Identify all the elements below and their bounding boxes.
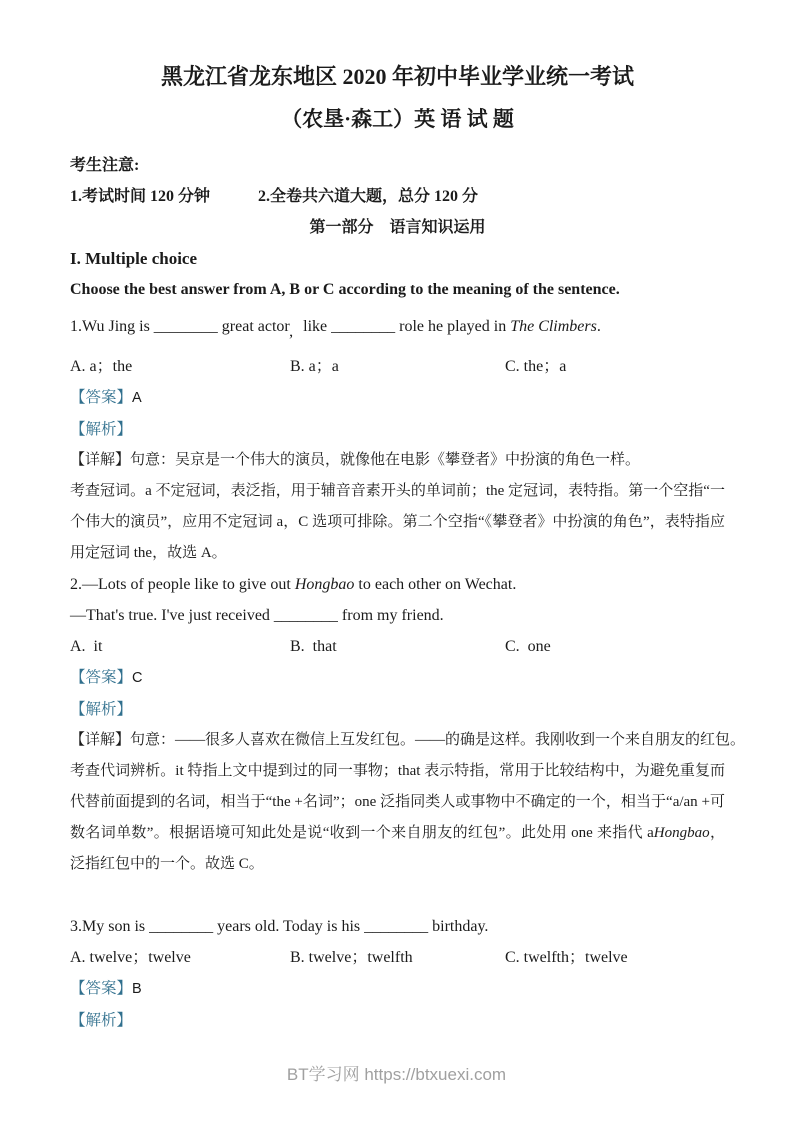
question-1-detail-sentence xyxy=(70,445,725,476)
question-2-analysis-line xyxy=(70,694,725,725)
section-heading-multiple-choice: I. Multiple choice xyxy=(70,249,198,268)
question-2-detail-sentence xyxy=(70,725,746,756)
notice-heading: 考生注意: xyxy=(70,157,140,174)
question-2-stem-line1 xyxy=(70,569,725,600)
answer-label: 【答案】 xyxy=(70,389,133,406)
question-3-option-c: C. twelfth；twelve xyxy=(505,949,628,966)
detail-label: 【详解】 xyxy=(70,732,131,748)
question-2-option-b: B. that xyxy=(290,638,337,655)
exam-document-body xyxy=(70,62,746,1036)
part-one-heading: 第一部分 语言知识运用 xyxy=(309,219,486,236)
analysis-label: 【解析】 xyxy=(70,1012,133,1029)
question-3-option-a: A. twelve；twelve xyxy=(70,949,191,966)
question-2-analysis-text: 考查代词辨析。it 特指上文中提到过的同一事物；that 表示特指，常用于比较结构中，为避免重复而代替前面提到的名词，相当于“the +名词”；one 泛指同类人或事物中不确定的一个，相当于“a/an +可数名词单数”。根据语境可知此处是说“收到一个来自朋友的红包”。此处用 one 来指代 a xyxy=(70,763,725,841)
question-1-option-a: A. a；the xyxy=(70,358,133,375)
question-2-stem-line2: —That's true. I've just received ________ from my friend. xyxy=(70,607,444,624)
notice-item-total-score: 2.全卷共六道大题，总分 120 分 xyxy=(258,188,479,205)
question-3-options xyxy=(70,942,725,973)
question-3-answer-line xyxy=(70,973,725,1005)
exam-title-line1: 黑龙江省龙东地区 2020 年初中毕业学业统一考试 xyxy=(160,64,634,89)
question-1-sentence-meaning: 句意：吴京是一个伟大的演员，就像他在电影《攀登者》中扮演的角色一样。 xyxy=(130,452,641,468)
question-2-analysis-hongbao-italic: Hongbao xyxy=(653,825,710,841)
question-1-options xyxy=(70,351,725,382)
analysis-label: 【解析】 xyxy=(70,421,133,438)
question-1-answer-key: A xyxy=(132,390,142,406)
question-1-stem xyxy=(70,311,725,342)
question-2-detail-analysis xyxy=(70,756,725,880)
question-2-option-c: C. one xyxy=(505,638,551,655)
question-2-stem-text: 2.—Lots of people like to give out xyxy=(70,576,295,593)
question-1-analysis-line xyxy=(70,414,725,445)
question-2-analysis-text-2: ，泛指红包中的一个。故选 C。 xyxy=(70,825,725,872)
question-1-option-b: B. a；a xyxy=(290,358,339,375)
section-instruction: Choose the best answer from A, B or C according to the meaning of the sentence. xyxy=(70,281,620,298)
question-1-stem-text-2: like ________ role he played in xyxy=(299,318,511,335)
question-1-movie-title: The Climbers xyxy=(510,318,597,335)
question-2-answer-line xyxy=(70,662,725,694)
question-2-stem-text-2: to each other on Wechat. xyxy=(354,576,517,593)
question-2-options xyxy=(70,631,725,662)
question-3-analysis-line xyxy=(70,1005,725,1036)
question-1-low-comma: , xyxy=(289,323,294,340)
site-watermark-link[interactable]: BT学习网 https://btxuexi.com xyxy=(286,1065,507,1084)
exam-title-line2: （农垦·森工）英 语 试 题 xyxy=(281,107,514,131)
question-2-option-a: A. it xyxy=(70,638,103,655)
question-1-option-c: C. the；a xyxy=(505,358,567,375)
question-1-detail-analysis: 考查冠词。a 不定冠词，表泛指，用于辅音音素开头的单词前；the 定冠词，表特指。第一个空指“一个伟大的演员”，应用不定冠词 a，C 选项可排除。第二个空指“《攀登者》中扮演的角色”，表特指应用定冠词 the，故选 A。 xyxy=(70,483,725,561)
detail-label: 【详解】 xyxy=(70,452,131,468)
question-3-answer-key: B xyxy=(132,981,142,997)
question-2-sentence-meaning: 句意：——很多人喜欢在微信上互发红包。——的确是这样。我刚收到一个来自朋友的红包。 xyxy=(130,732,746,748)
notice-item-exam-time: 1.考试时间 120 分钟 xyxy=(70,188,211,205)
notice-row xyxy=(70,181,725,212)
notice-spacer xyxy=(210,181,258,212)
answer-label: 【答案】 xyxy=(70,669,133,686)
question-1-stem-text: 1.Wu Jing is ________ great actor xyxy=(70,318,290,335)
answer-label: 【答案】 xyxy=(70,980,133,997)
question-3-stem: 3.My son is ________ years old. Today is his ________ birthday. xyxy=(70,918,489,935)
site-watermark xyxy=(0,1060,793,1085)
question-3-option-b: B. twelve；twelfth xyxy=(290,949,413,966)
question-2-hongbao-italic: Hongbao xyxy=(294,576,355,593)
question-2-answer-key: C xyxy=(132,670,143,686)
analysis-label: 【解析】 xyxy=(70,701,133,718)
question-1-answer-line xyxy=(70,382,725,414)
question-1-stem-period: . xyxy=(596,318,601,335)
